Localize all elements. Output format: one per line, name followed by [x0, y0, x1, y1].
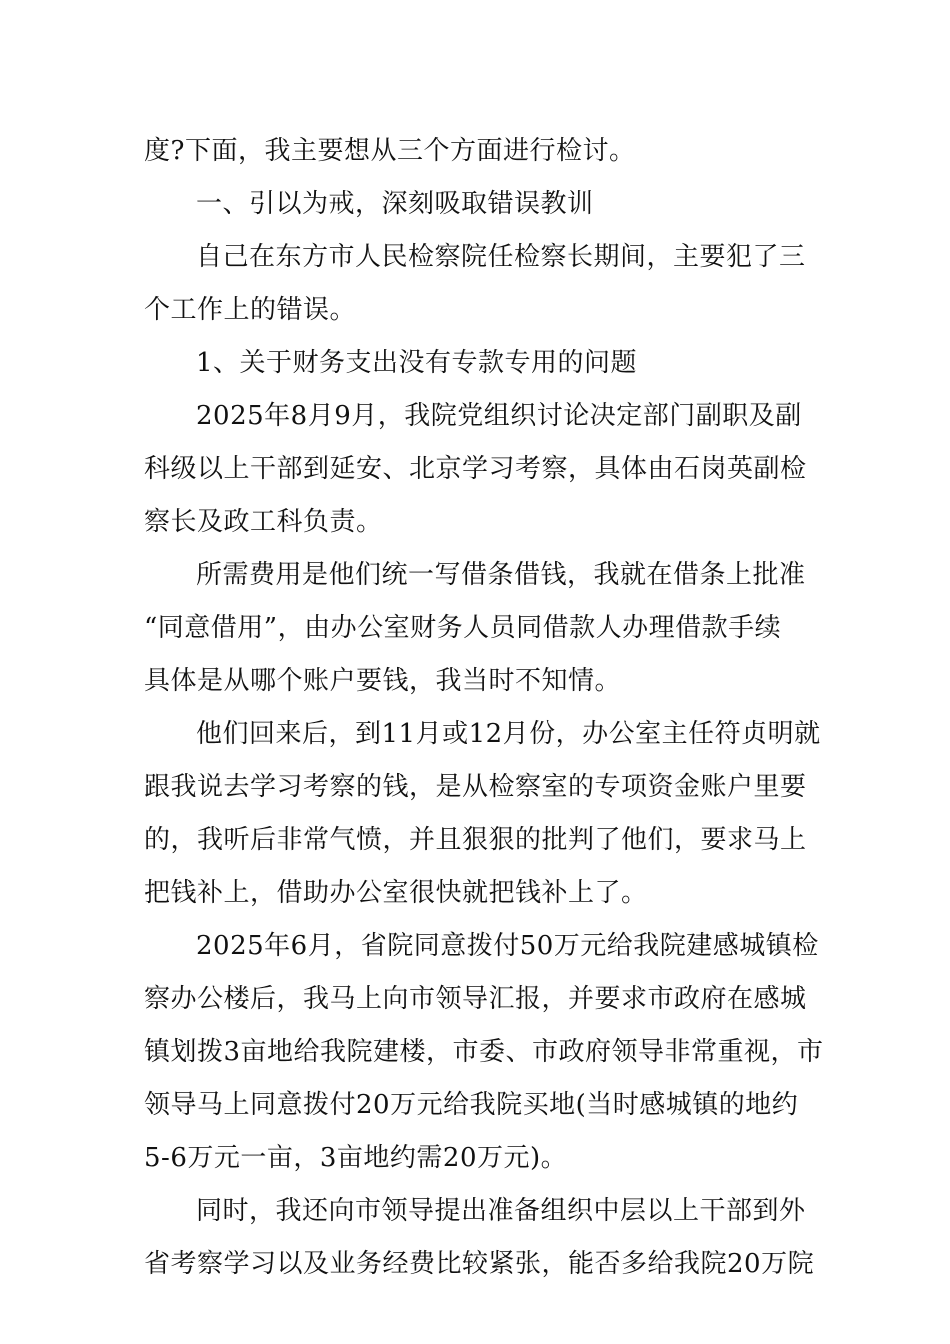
paragraph-line: 自己在东方市人民检察院任检察长期间，主要犯了三	[196, 242, 806, 272]
paragraph-line: 5-6万元一亩，3亩地约需20万元)。	[144, 1143, 568, 1173]
paragraph-line: 2025年8月9月，我院党组织讨论决定部门副职及副	[196, 401, 802, 431]
paragraph-line: 察办公楼后，我马上向市领导汇报，并要求市政府在感城	[144, 984, 807, 1014]
paragraph-line: 省考察学习以及业务经费比较紧张，能否多给我院20万院	[144, 1249, 815, 1279]
paragraph-line: 2025年6月，省院同意拨付50万元给我院建感城镇检	[196, 931, 819, 961]
text-line: 度?下面，我主要想从三个方面进行检讨。	[144, 136, 636, 166]
paragraph-line: 察长及政工科负责。	[144, 507, 383, 537]
paragraph-line: 他们回来后，到11月或12月份，办公室主任符贞明就	[196, 719, 821, 749]
paragraph-line: 的，我听后非常气愤，并且狠狠的批判了他们，要求马上	[144, 825, 807, 855]
paragraph-line: 领导马上同意拨付20万元给我院买地(当时感城镇的地约	[144, 1090, 799, 1120]
paragraph-line: 科级以上干部到延安、北京学习考察，具体由石岗英副检	[144, 454, 807, 484]
section-heading: 一、引以为戒，深刻吸取错误教训	[196, 189, 594, 219]
paragraph-line: 具体是从哪个账户要钱，我当时不知情。	[144, 666, 622, 696]
paragraph-line: 个工作上的错误。	[144, 295, 357, 325]
paragraph-line: 所需费用是他们统一写借条借钱，我就在借条上批准	[196, 560, 806, 590]
subsection-heading: 1、关于财务支出没有专款专用的问题	[196, 348, 638, 378]
paragraph-line: “同意借用”，由办公室财务人员同借款人办理借款手续	[144, 613, 782, 643]
paragraph-line: 同时，我还向市领导提出准备组织中层以上干部到外	[196, 1196, 806, 1226]
paragraph-line: 跟我说去学习考察的钱，是从检察室的专项资金账户里要	[144, 772, 807, 802]
paragraph-line: 把钱补上，借助办公室很快就把钱补上了。	[144, 878, 648, 908]
paragraph-line: 镇划拨3亩地给我院建楼，市委、市政府领导非常重视，市	[144, 1037, 824, 1067]
